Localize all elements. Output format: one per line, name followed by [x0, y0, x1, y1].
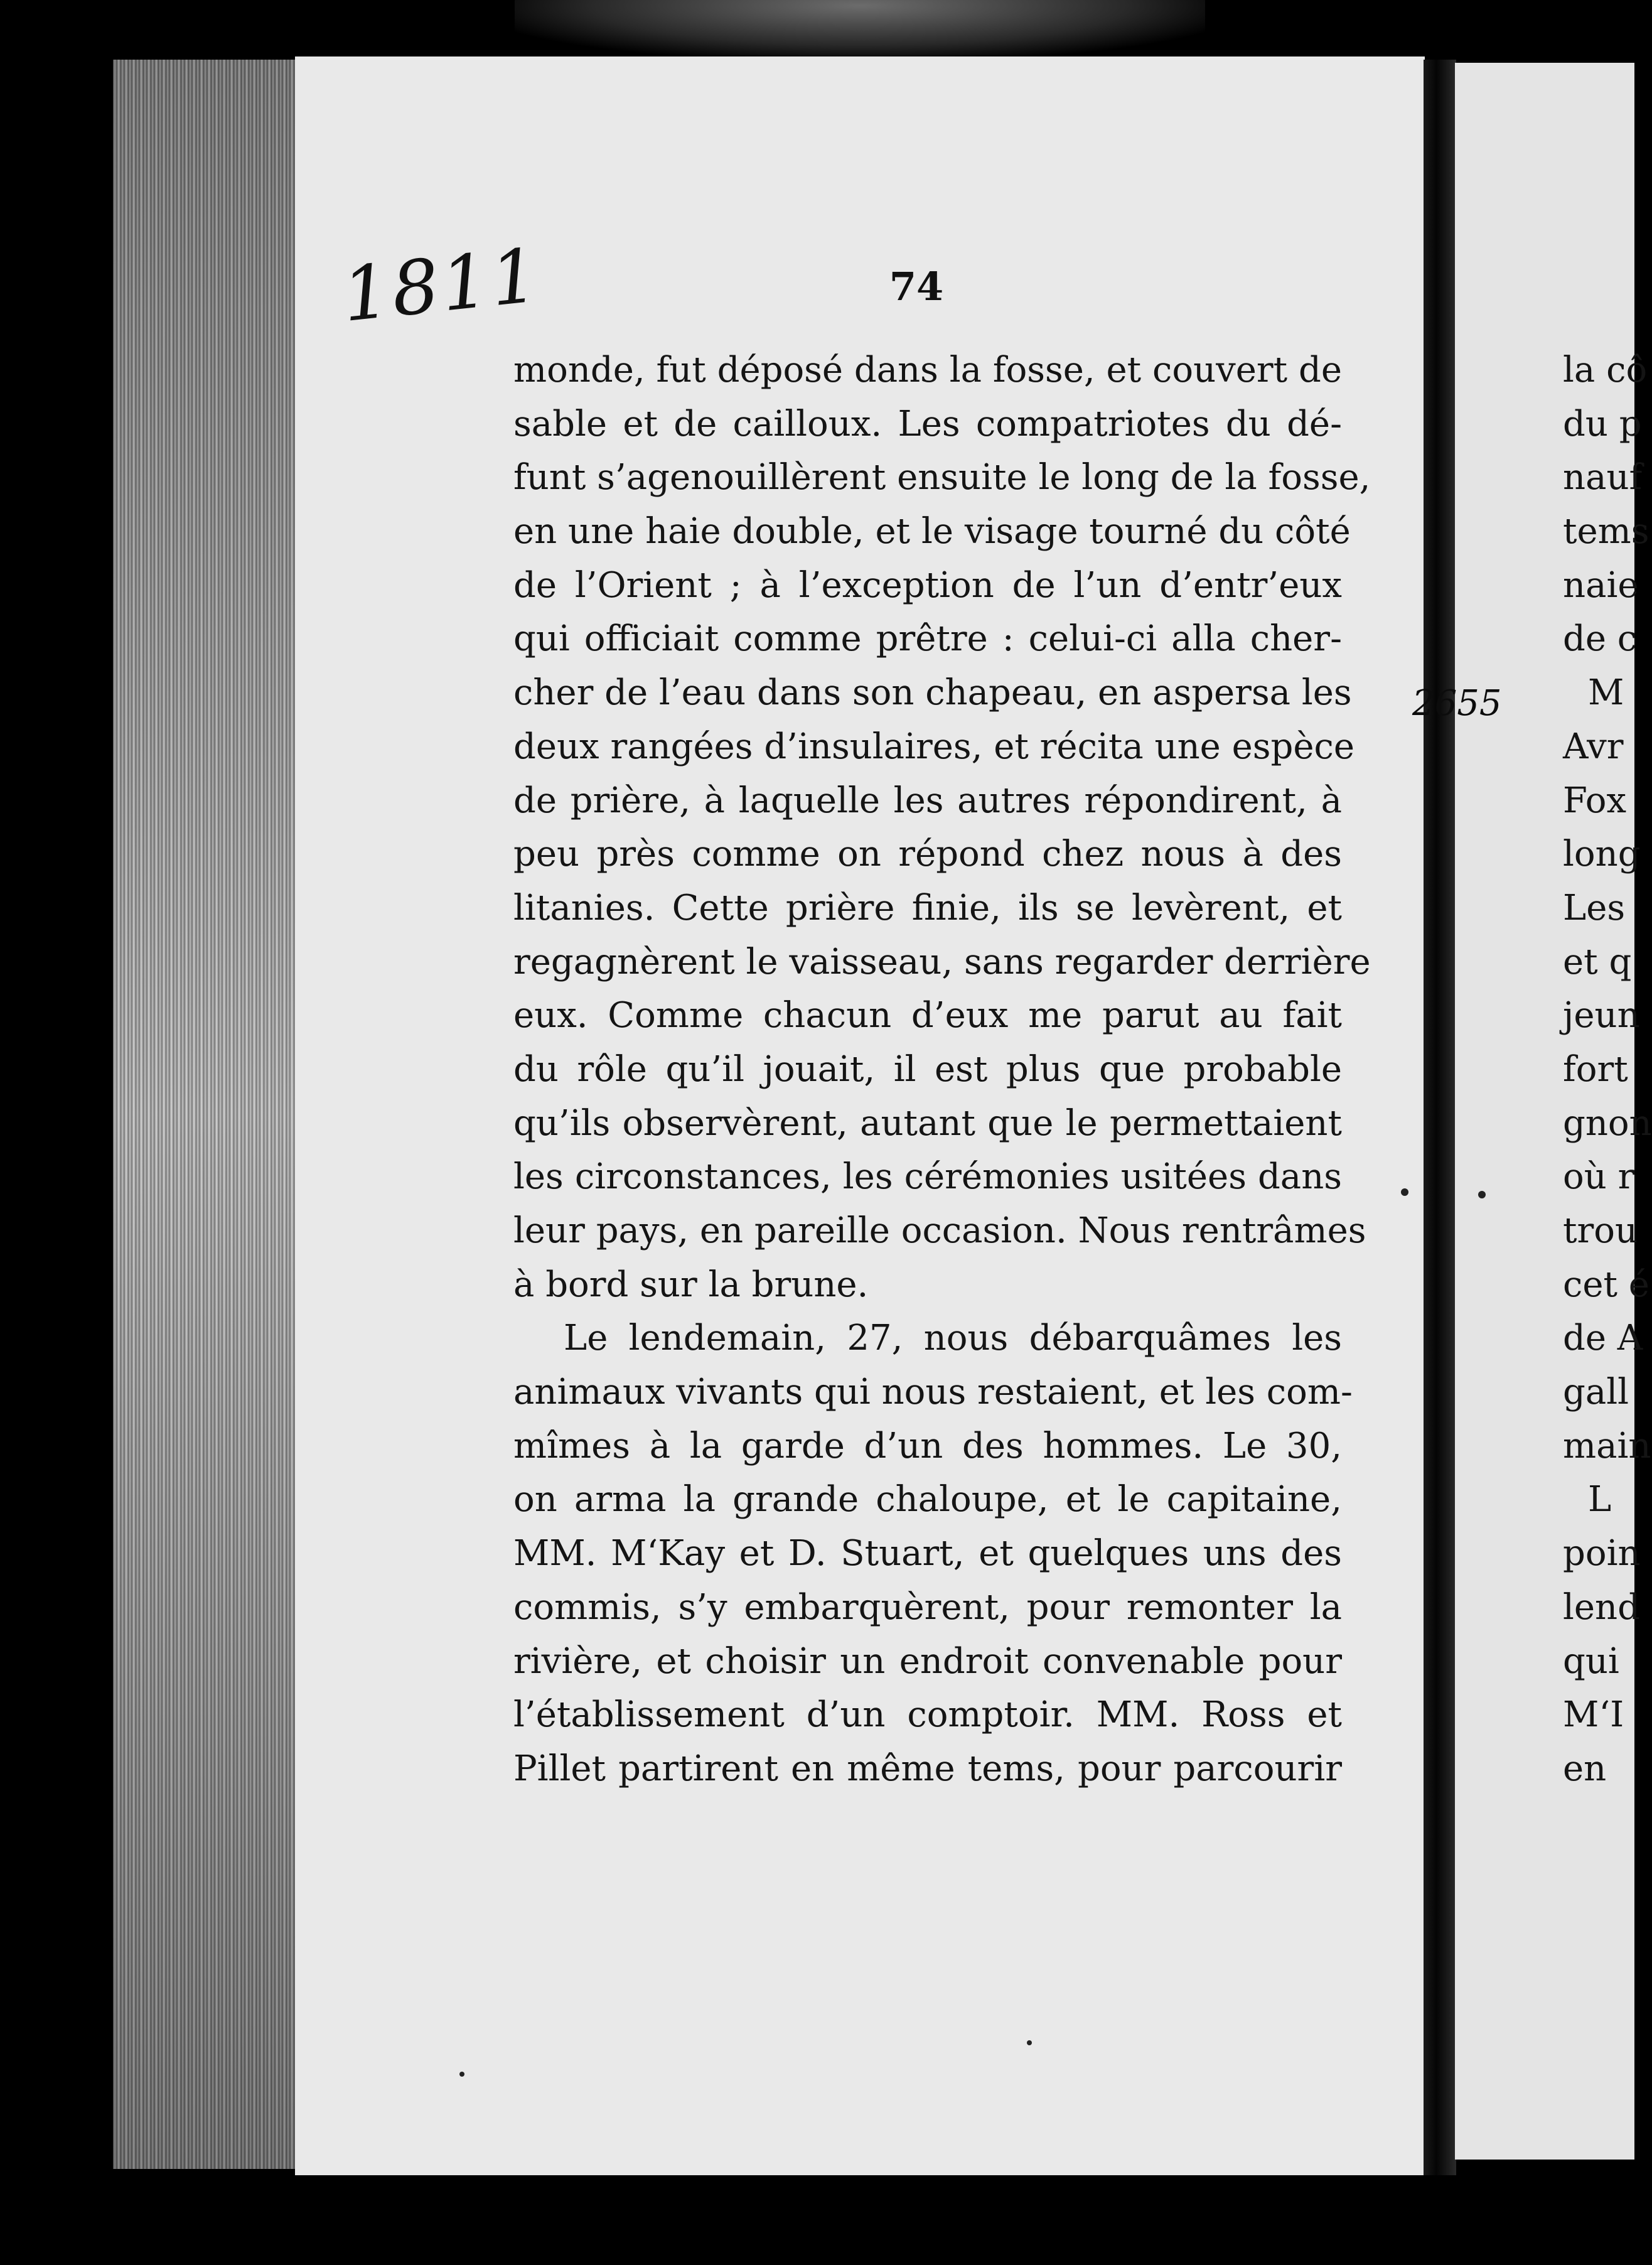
- scan-smudge: [515, 0, 1205, 56]
- text-line: où r: [1563, 1156, 1635, 1198]
- text-line: regagnèrent le vaisseau, sans regarder derrière: [513, 941, 1371, 982]
- text-line: qui officiait comme prêtre : celui-ci alla cher-: [513, 618, 1342, 660]
- text-line: litanies. Cette prière finie, ils se levèrent, et: [513, 887, 1342, 928]
- text-line: de A: [1563, 1318, 1643, 1359]
- text-line: du rôle qu’il jouait, il est plus que probable: [513, 1048, 1342, 1090]
- text-line: MM. M‘Kay et D. Stuart, et quelques uns des: [513, 1533, 1342, 1574]
- text-line: Les: [1563, 887, 1626, 928]
- text-line: sable et de cailloux. Les compatriotes du dé-: [513, 403, 1342, 444]
- text-line: M‘I: [1563, 1694, 1624, 1736]
- text-line: à bord sur la brune.: [513, 1264, 869, 1305]
- text-line: fort: [1563, 1048, 1628, 1090]
- book-page-edges: [113, 60, 301, 2169]
- ink-speck: [459, 2072, 464, 2077]
- text-line: nauf: [1563, 457, 1643, 498]
- text-line: poin: [1563, 1533, 1641, 1574]
- text-line: cet é: [1563, 1264, 1649, 1305]
- text-line: eux. Comme chacun d’eux me parut au fait: [513, 995, 1342, 1036]
- ink-speck: [1027, 2040, 1032, 2045]
- text-line: animaux vivants qui nous restaient, et les com-: [513, 1372, 1353, 1413]
- text-line: funt s’agenouillèrent ensuite le long de la fosse,: [513, 457, 1371, 498]
- text-line: Fox: [1563, 780, 1627, 821]
- handwritten-year: 1811: [338, 231, 545, 339]
- page-number: 74: [889, 264, 944, 309]
- text-line: commis, s’y embarquèrent, pour remonter la: [513, 1586, 1342, 1628]
- book-gutter: [1424, 60, 1456, 2175]
- text-line: Avr: [1563, 726, 1624, 767]
- text-line: on arma la grande chaloupe, et le capitaine,: [513, 1479, 1342, 1520]
- text-line: qui: [1563, 1640, 1619, 1682]
- text-line: naie: [1563, 564, 1639, 606]
- ink-speck: [1401, 1188, 1408, 1196]
- text-line: de c: [1563, 618, 1638, 660]
- text-line: lend: [1563, 1586, 1640, 1628]
- text-line: Le lendemain, 27, nous débarquâmes les: [564, 1318, 1342, 1359]
- left-page-text: [513, 343, 1371, 1796]
- text-line: mîmes à la garde d’un des hommes. Le 30,: [513, 1425, 1342, 1466]
- text-line: trou: [1563, 1210, 1638, 1251]
- text-line: en: [1563, 1748, 1607, 1789]
- text-line: deux rangées d’insulaires, et récita une espèce: [513, 726, 1354, 767]
- text-line: L: [1588, 1479, 1612, 1520]
- text-line: Pillet partirent en même tems, pour parcourir: [513, 1748, 1342, 1789]
- text-line: rivière, et choisir un endroit convenable pour: [513, 1640, 1342, 1682]
- text-line: en une haie double, et le visage tourné du côté: [513, 511, 1351, 552]
- text-line: et q: [1563, 941, 1632, 982]
- text-line: de prière, à laquelle les autres répondirent, à: [513, 780, 1342, 821]
- text-line: gall: [1563, 1372, 1629, 1413]
- text-line: la cô: [1563, 350, 1648, 390]
- text-line: tems: [1563, 511, 1649, 552]
- text-line: gnon: [1563, 1102, 1652, 1144]
- text-line: M: [1588, 672, 1624, 714]
- right-page-text: [1563, 343, 1652, 1796]
- text-line: de l’Orient ; à l’exception de l’un d’entr’eux: [513, 564, 1342, 606]
- text-line: du p: [1563, 403, 1642, 444]
- stamp-fragment: 2655: [1412, 683, 1502, 724]
- text-line: leur pays, en pareille occasion. Nous rentrâmes: [513, 1210, 1366, 1251]
- text-line: monde, fut déposé dans la fosse, et couvert de: [513, 350, 1342, 390]
- text-line: cher de l’eau dans son chapeau, en aspersa les: [513, 672, 1352, 714]
- text-line: l’établissement d’un comptoir. MM. Ross et: [513, 1694, 1342, 1736]
- text-line: jeun: [1563, 995, 1640, 1036]
- ink-speck: [1478, 1191, 1486, 1198]
- text-line: peu près comme on répond chez nous à des: [513, 834, 1342, 875]
- text-line: main: [1563, 1425, 1651, 1466]
- text-line: les circonstances, les cérémonies usitées dans: [513, 1156, 1342, 1198]
- text-line: long: [1563, 834, 1641, 875]
- text-line: qu’ils observèrent, autant que le permettaient: [513, 1102, 1342, 1144]
